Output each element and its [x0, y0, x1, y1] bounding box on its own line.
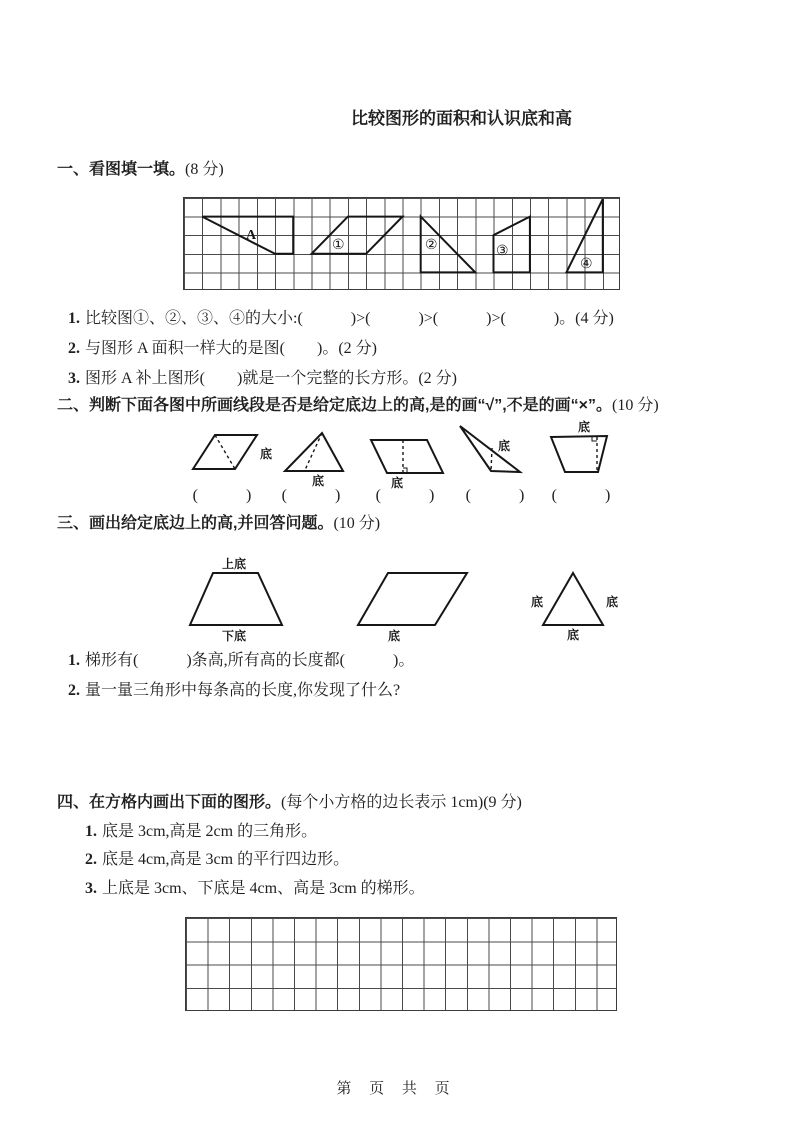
- question-number: 1.: [68, 310, 80, 327]
- answer-blank-4: ( ): [465, 487, 525, 504]
- dashed-segment: [215, 435, 235, 469]
- bottom-base-label: 下底: [221, 629, 247, 643]
- item-number: 1.: [85, 823, 97, 840]
- answer-blank-1: ( ): [192, 487, 252, 504]
- question-text: 梯形有( )条高,所有高的长度都( )。: [85, 652, 415, 669]
- section4-note: (每个小方格的边长表示 1cm)(9 分): [281, 794, 522, 811]
- answer-blank-5: ( ): [551, 487, 611, 504]
- section3-heading: [57, 514, 380, 534]
- section1-points: (8 分): [185, 161, 224, 178]
- item-text: 底是 3cm,高是 2cm 的三角形。: [102, 823, 318, 840]
- top-base-label: 上底: [221, 557, 247, 571]
- figure2-1-parallelogram-diagonal: [188, 430, 283, 475]
- question-text: 与图形 A 面积一样大的是图( )。(2 分): [85, 340, 377, 357]
- question-text: 比较图①、②、③、④的大小:( )>( )>( )>( )。(4 分): [85, 310, 614, 327]
- shape-2-label: ②: [425, 238, 438, 253]
- question-number: 3.: [68, 370, 80, 387]
- grid-figure-shapes: [183, 197, 620, 290]
- base-label: 底: [260, 447, 273, 461]
- section1-heading-text: 一、看图填一填。: [57, 161, 186, 178]
- question-number: 2.: [68, 340, 80, 357]
- footer-page-number: 第 页 共 页: [336, 1081, 457, 1097]
- figure3-2-parallelogram: [354, 564, 471, 644]
- triangle-outline: [460, 426, 520, 472]
- shape-a-label: A: [246, 228, 257, 243]
- trapezoid-outline: [190, 573, 282, 625]
- right-base-label: 底: [605, 595, 619, 609]
- section4-item-2: [85, 850, 349, 870]
- figure2-4-obtuse-triangle: [453, 420, 525, 480]
- item-number: 2.: [85, 851, 97, 868]
- section3-heading-text: 三、画出给定底边上的高,并回答问题。: [57, 515, 334, 532]
- item-number: 3.: [85, 880, 97, 897]
- section4-item-3: [85, 879, 425, 899]
- section4-item-1: [85, 822, 317, 842]
- question-text: 图形 A 补上图形( )就是一个完整的长方形。(2 分): [85, 370, 457, 387]
- base-label: 底: [311, 474, 325, 488]
- figure2-5-trapezoid-height: [545, 419, 611, 479]
- section1-heading: [57, 160, 224, 180]
- question-number: 2.: [68, 682, 80, 699]
- parallelogram-outline: [358, 573, 467, 625]
- drawing-grid: [185, 917, 617, 1011]
- figure3-3-triangle: [528, 562, 622, 642]
- base-label: 底: [497, 439, 511, 453]
- left-base-label: 底: [530, 595, 544, 609]
- item-text: 上底是 3cm、下底是 4cm、高是 3cm 的梯形。: [102, 880, 425, 897]
- question-number: 1.: [68, 652, 80, 669]
- figure2-2-triangle-slanted-segment: [282, 428, 346, 488]
- bottom-base-label: 底: [566, 628, 580, 642]
- right-angle-tick: [592, 437, 597, 441]
- page-title: 比较图形的面积和认识底和高: [351, 109, 572, 128]
- section2-heading: [57, 396, 659, 416]
- shape-1-parallelogram: [312, 217, 403, 254]
- section4-heading-text: 四、在方格内画出下面的图形。: [57, 794, 282, 811]
- base-label: 底: [387, 629, 401, 643]
- section4-heading: [57, 793, 522, 813]
- section1-question-3: [68, 369, 457, 389]
- section2-points: (10 分): [612, 397, 659, 414]
- shape-3-label: ③: [496, 244, 509, 259]
- section2-heading-text: 二、判断下面各图中所画线段是否是给定底边上的高,是的画“√”,不是的画“×”。: [57, 397, 613, 414]
- base-label: 底: [390, 476, 404, 490]
- shape-1-label: ①: [332, 238, 345, 253]
- section1-question-1: [68, 309, 614, 329]
- section3-points: (10 分): [333, 515, 381, 532]
- shape-4-label: ④: [580, 257, 593, 272]
- section3-question-2: [68, 681, 400, 701]
- section3-question-1: [68, 651, 414, 671]
- figure2-3-parallelogram-height: [366, 432, 446, 490]
- answer-blank-2: ( ): [281, 487, 341, 504]
- trapezoid-outline: [551, 436, 607, 472]
- grid-shapes-overlay: [184, 198, 621, 291]
- dashed-segment: [305, 433, 322, 470]
- figure3-1-trapezoid: [186, 552, 286, 644]
- base-label: 底: [577, 420, 591, 434]
- question-text: 量一量三角形中每条高的长度,你发现了什么?: [85, 682, 401, 699]
- triangle-outline: [543, 573, 603, 625]
- section1-question-2: [68, 339, 377, 359]
- item-text: 底是 4cm,高是 3cm 的平行四边形。: [102, 851, 350, 868]
- answer-blank-3: ( ): [375, 487, 435, 504]
